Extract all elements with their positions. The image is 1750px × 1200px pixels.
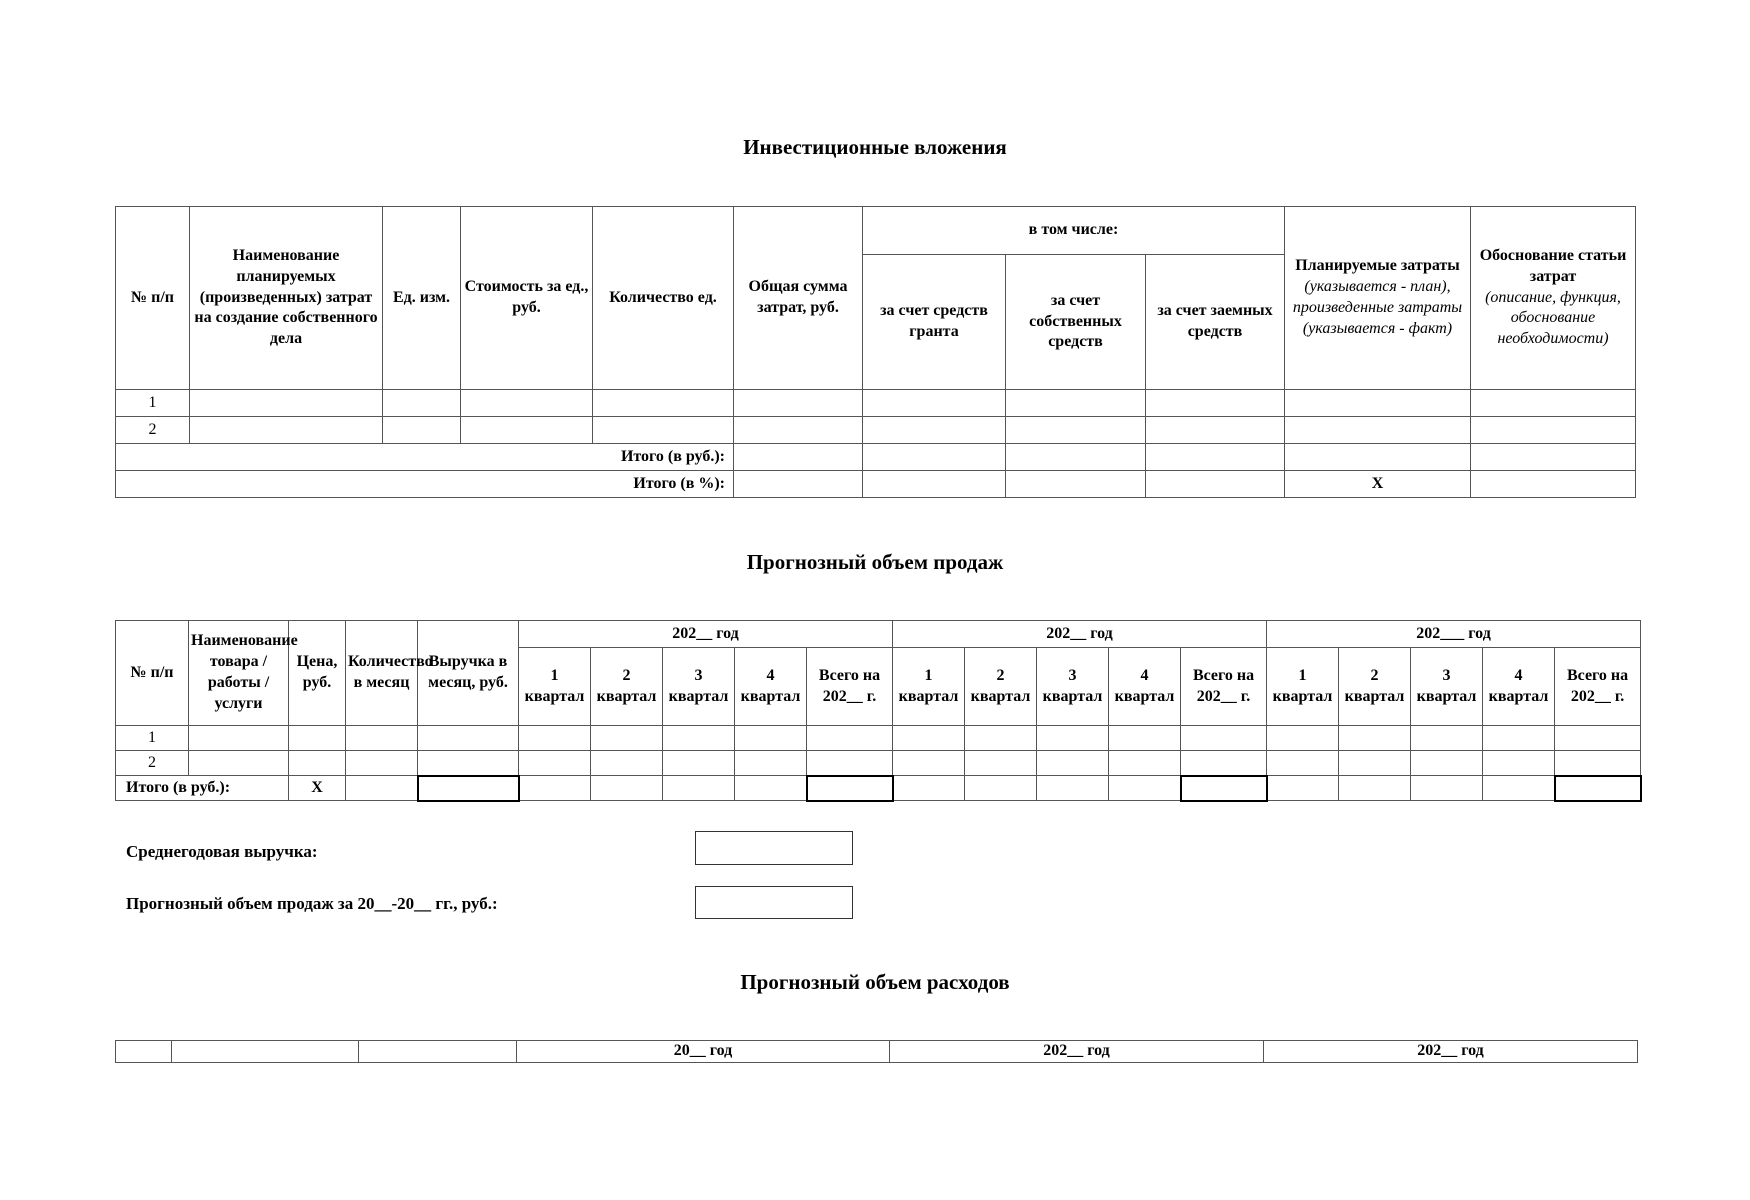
cell[interactable] — [1006, 471, 1146, 498]
cell[interactable] — [1181, 776, 1267, 801]
cell[interactable] — [1555, 751, 1641, 776]
cell[interactable] — [593, 417, 734, 444]
sales-header-price: Цена, руб. — [289, 621, 346, 726]
header-loan: за счет заемных средств — [1146, 255, 1285, 390]
q3-header: 3 квартал — [663, 648, 735, 726]
cell[interactable] — [346, 751, 418, 776]
header-num: № п/п — [116, 207, 190, 390]
cell[interactable] — [289, 726, 346, 751]
cell[interactable] — [418, 776, 519, 801]
cell[interactable] — [591, 776, 663, 801]
cell[interactable] — [1483, 776, 1555, 801]
total-pct-row — [116, 471, 1636, 498]
cell[interactable] — [1411, 726, 1483, 751]
total-rub-label: Итого (в руб.): — [116, 444, 734, 471]
header-total: Общая сумма затрат, руб. — [734, 207, 863, 390]
cell[interactable] — [346, 726, 418, 751]
cell[interactable] — [663, 751, 735, 776]
q1-header: 1 квартал — [1267, 648, 1339, 726]
cell[interactable] — [1555, 776, 1641, 801]
cell[interactable] — [734, 390, 863, 417]
header-grant: за счет средств гранта — [863, 255, 1006, 390]
cell[interactable] — [734, 471, 863, 498]
cell[interactable] — [1267, 776, 1339, 801]
cell[interactable] — [383, 417, 461, 444]
table-row — [116, 390, 1636, 417]
cell[interactable] — [1285, 417, 1471, 444]
cell[interactable] — [1006, 390, 1146, 417]
cell[interactable] — [189, 726, 289, 751]
expenses-title: Прогнозный объем расходов — [740, 970, 1010, 994]
cell[interactable] — [519, 751, 591, 776]
cell[interactable] — [190, 417, 383, 444]
header-own: за счет собственных средств — [1006, 255, 1146, 390]
cell[interactable] — [863, 471, 1006, 498]
cell[interactable] — [1181, 751, 1267, 776]
cell[interactable] — [1109, 726, 1181, 751]
sales-header-revenue: Выручка в месяц, руб. — [418, 621, 519, 726]
cell[interactable] — [1037, 726, 1109, 751]
q3-header: 3 квартал — [1037, 648, 1109, 726]
row-num: 2 — [116, 417, 190, 444]
cell[interactable] — [807, 776, 893, 801]
x-mark: Х — [1285, 471, 1471, 498]
cell[interactable] — [663, 776, 735, 801]
row-num: 1 — [116, 726, 189, 751]
cell[interactable] — [190, 390, 383, 417]
cell[interactable] — [1037, 776, 1109, 801]
cell[interactable] — [965, 726, 1037, 751]
cell[interactable] — [591, 751, 663, 776]
cell[interactable] — [1146, 390, 1285, 417]
avg-revenue-label: Среднегодовая выручка: — [126, 842, 318, 861]
cell[interactable] — [734, 444, 863, 471]
avg-revenue-field[interactable] — [695, 831, 853, 865]
cell[interactable] — [1471, 417, 1636, 444]
cell[interactable] — [591, 726, 663, 751]
cell[interactable] — [189, 751, 289, 776]
q2-header: 2 квартал — [965, 648, 1037, 726]
invest-table — [115, 206, 1636, 498]
q2-header: 2 квартал — [1339, 648, 1411, 726]
cell[interactable] — [593, 390, 734, 417]
table-row — [116, 726, 1641, 751]
cell[interactable] — [1555, 726, 1641, 751]
table-row — [116, 751, 1641, 776]
total-year-header: Всего на 202__ г. — [1181, 648, 1267, 726]
sales-header-year2: 202__ год — [893, 621, 1267, 648]
expenses-year2: 202__ год — [890, 1041, 1264, 1063]
cell[interactable] — [1146, 417, 1285, 444]
cell[interactable] — [1411, 751, 1483, 776]
sales-header-qty: Количество в месяц — [346, 621, 418, 726]
q4-header: 4 квартал — [1483, 648, 1555, 726]
cell[interactable] — [735, 751, 807, 776]
total-pct-label: Итого (в %): — [116, 471, 734, 498]
expenses-year3: 202__ год — [1264, 1041, 1638, 1063]
header-planned-note: (указывается - план), произведенные затраты (указывается - факт) — [1292, 278, 1463, 337]
q4-header: 4 квартал — [1109, 648, 1181, 726]
expenses-table — [115, 1040, 1638, 1063]
cell[interactable] — [461, 417, 593, 444]
cell[interactable] — [1483, 751, 1555, 776]
q2-header: 2 квартал — [591, 648, 663, 726]
header-planned — [1285, 207, 1471, 390]
cell[interactable] — [663, 726, 735, 751]
cell[interactable] — [1339, 776, 1411, 801]
table-row — [116, 417, 1636, 444]
cell[interactable] — [461, 390, 593, 417]
cell — [172, 1041, 359, 1063]
cell[interactable] — [418, 751, 519, 776]
cell[interactable] — [1471, 390, 1636, 417]
cell[interactable] — [1109, 776, 1181, 801]
cell — [359, 1041, 517, 1063]
cell[interactable] — [1037, 751, 1109, 776]
cell[interactable] — [418, 726, 519, 751]
cell[interactable] — [1146, 471, 1285, 498]
cell[interactable] — [346, 776, 418, 801]
q4-header: 4 квартал — [735, 648, 807, 726]
cell[interactable] — [893, 776, 965, 801]
cell[interactable] — [1006, 444, 1146, 471]
x-mark: Х — [289, 776, 346, 801]
cell[interactable] — [1285, 390, 1471, 417]
cell[interactable] — [519, 776, 591, 801]
sales-total-label: Итого (в руб.): — [116, 776, 289, 801]
sales-header-year3: 202___ год — [1267, 621, 1641, 648]
cell[interactable] — [735, 776, 807, 801]
header-name: Наименование планируемых (произведенных) затрат на создание собственного дела — [190, 207, 383, 390]
cell[interactable] — [1339, 751, 1411, 776]
cell[interactable] — [1181, 726, 1267, 751]
header-unit: Ед. изм. — [383, 207, 461, 390]
header-basis — [1471, 207, 1636, 390]
cell[interactable] — [1285, 444, 1471, 471]
cell[interactable] — [893, 751, 965, 776]
sales-header-year1: 202__ год — [519, 621, 893, 648]
header-cost: Стоимость за ед., руб. — [461, 207, 593, 390]
header-basis-title: Обоснование статьи затрат — [1479, 247, 1627, 285]
sales-total-row — [116, 776, 1641, 801]
cell[interactable] — [807, 726, 893, 751]
cell[interactable] — [1267, 726, 1339, 751]
cell[interactable] — [1471, 444, 1636, 471]
cell[interactable] — [1483, 726, 1555, 751]
cell[interactable] — [1411, 776, 1483, 801]
cell — [116, 1041, 172, 1063]
cell[interactable] — [863, 390, 1006, 417]
cell[interactable] — [289, 751, 346, 776]
header-basis-note: (описание, функция, обоснование необходимости) — [1485, 288, 1621, 348]
cell[interactable] — [863, 417, 1006, 444]
total-rub-row — [116, 444, 1636, 471]
q1-header: 1 квартал — [519, 648, 591, 726]
cell[interactable] — [965, 776, 1037, 801]
sales-title: Прогнозный объем продаж — [746, 550, 1004, 574]
cell[interactable] — [1471, 471, 1636, 498]
cell[interactable] — [1339, 726, 1411, 751]
row-num: 2 — [116, 751, 189, 776]
cell[interactable] — [1267, 751, 1339, 776]
cell[interactable] — [1109, 751, 1181, 776]
total-year-header: Всего на 202__ г. — [1555, 648, 1641, 726]
q1-header: 1 квартал — [893, 648, 965, 726]
cell[interactable] — [1006, 417, 1146, 444]
cell[interactable] — [965, 751, 1037, 776]
header-planned-title: Планируемые затраты — [1295, 257, 1460, 275]
cell[interactable] — [863, 444, 1006, 471]
invest-title: Инвестиционные вложения — [743, 135, 1007, 159]
cell[interactable] — [807, 751, 893, 776]
cell[interactable] — [893, 726, 965, 751]
sales-table — [115, 620, 1642, 802]
cell[interactable] — [735, 726, 807, 751]
header-qty: Количество ед. — [593, 207, 734, 390]
cell[interactable] — [734, 417, 863, 444]
sales-header-num: № п/п — [116, 621, 189, 726]
expenses-year1: 20__ год — [517, 1041, 890, 1063]
cell[interactable] — [1146, 444, 1285, 471]
total-year-header: Всего на 202__ г. — [807, 648, 893, 726]
cell[interactable] — [383, 390, 461, 417]
q3-header: 3 квартал — [1411, 648, 1483, 726]
forecast-field[interactable] — [695, 886, 853, 919]
row-num: 1 — [116, 390, 190, 417]
cell[interactable] — [519, 726, 591, 751]
header-including: в том числе: — [863, 207, 1285, 255]
sales-header-name: Наименование товара / работы / услуги — [189, 621, 289, 726]
forecast-label: Прогнозный объем продаж за 20__-20__ гг., руб.: — [126, 894, 498, 913]
